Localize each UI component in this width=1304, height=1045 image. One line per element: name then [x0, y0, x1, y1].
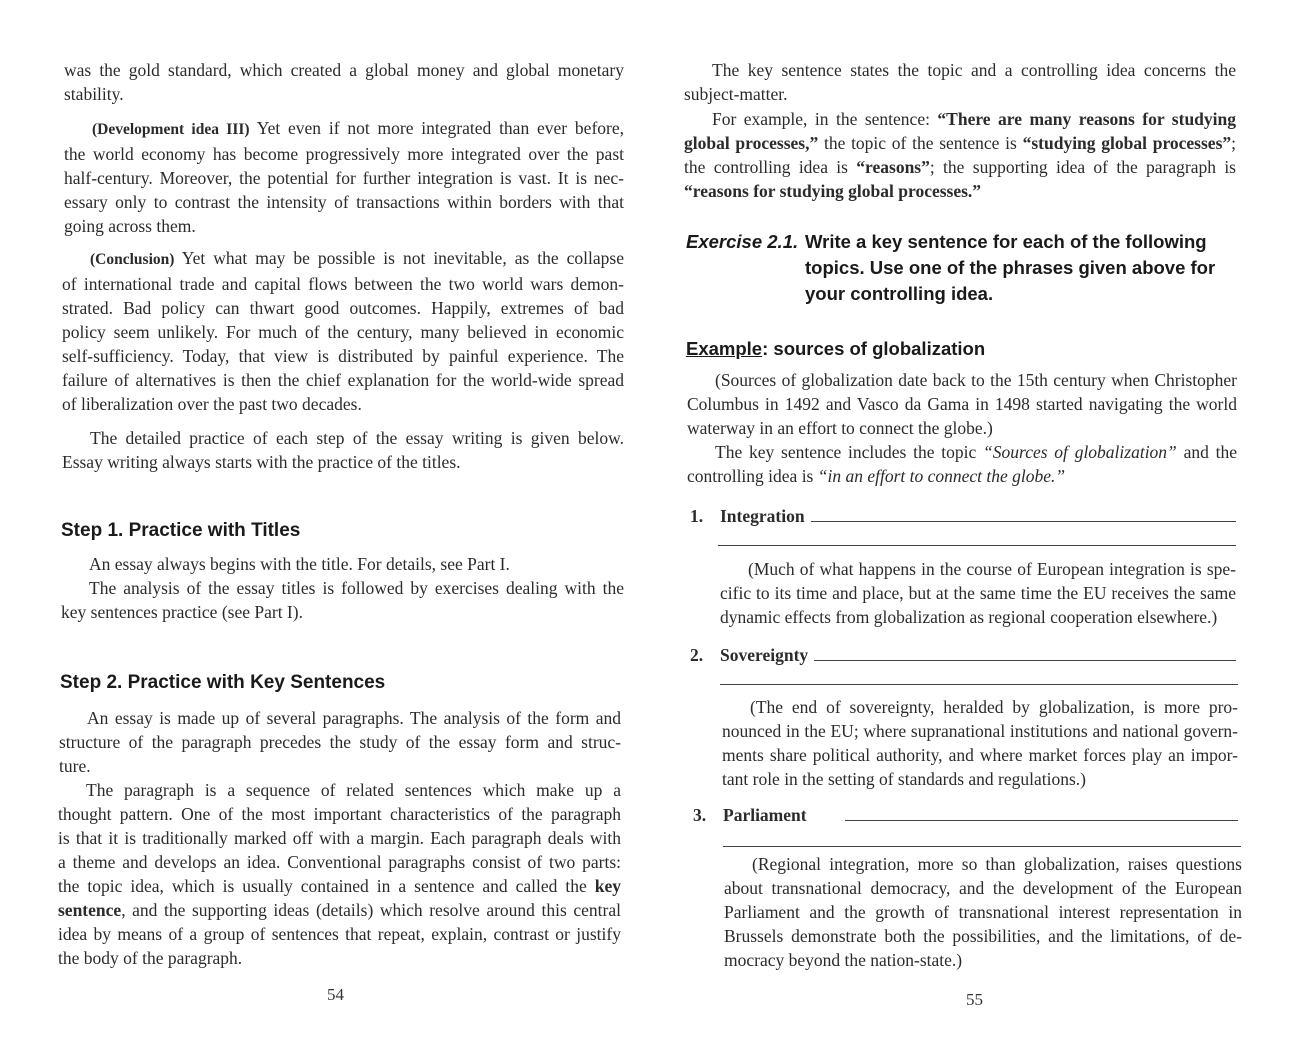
- paragraph-step1: [61, 552, 624, 624]
- page-number: 55: [966, 990, 983, 1009]
- item-topic: Parliament: [723, 805, 807, 825]
- key-term: key: [594, 876, 621, 896]
- answer-line[interactable]: [720, 684, 1238, 685]
- example-paragraph: (Sources of globalization date back to the 15th century when Christopher Columbus in 1492 and Vasco da Gama in 1498 started navigating the world waterway in an effort to connect the globe.) The key sentence includes the topic “Sources of globalization” and the controlling idea is “in an effort to connect the globe.”: [687, 370, 1237, 486]
- item-text: (Much of what happens in the course of European integration is spe- cific to its time and place, but at the same time the EU receives the same dynamic effects from globalization as regional cooperation elsewhere.): [720, 559, 1236, 627]
- text-line: Columbus in 1492 and Vasco da Gama in 1498 started navigating the world: [687, 394, 1237, 414]
- step2-heading: Step 2. Practice with Key Sentences: [60, 672, 386, 693]
- text-line: The key sentence states the topic and a controlling idea concerns the: [712, 60, 1236, 80]
- text-line: Essay writing always starts with the practice of the titles.: [62, 452, 461, 472]
- text-line: structure of the paragraph precedes the study of the essay form and struc-: [59, 732, 621, 752]
- exercise-block: [686, 229, 1246, 307]
- text-line: self-sufficiency. Today, that view is distributed by painful experience. The: [62, 346, 624, 366]
- text-line: a theme and develops an idea. Conventional paragraphs consist of two parts:: [58, 852, 621, 872]
- text-line: subject-matter.: [684, 84, 788, 104]
- paragraph-intro: [64, 58, 624, 106]
- item-topic: Sovereignty: [720, 645, 809, 665]
- text-line: policy seem unlikely. For much of the century, many believed in economic: [62, 322, 624, 342]
- paragraph-step2-form: [59, 706, 621, 778]
- item-topic: Integration: [720, 506, 805, 526]
- text-line: of international trade and capital flows between the two world wars demon-: [62, 274, 624, 294]
- text-line: the world economy has become progressively more integrated over the past: [64, 144, 624, 164]
- paragraph-label: (Conclusion): [90, 251, 175, 268]
- text-line: the body of the paragraph.: [58, 948, 243, 968]
- text-line: stability.: [64, 84, 124, 104]
- text-line: was the gold standard, which created a global money and global monetary: [64, 60, 624, 80]
- key-term: sentence: [58, 900, 122, 920]
- text-line: of liberalization over the past two decades.: [62, 394, 362, 414]
- text-line: The detailed practice of each step of the essay writing is given below.: [90, 428, 624, 448]
- example-heading: Example: sources of globalization: [686, 338, 986, 359]
- paragraph-development-idea: (Development idea III) Yet even if not more integrated than ever before, the world economy has become progressively more integrated over the past half-century. Moreover, the potential for further integration is vast. It is nec- essary only to contrast the intensity of transactions within borders with that going across them.: [64, 118, 624, 236]
- paragraph-key-sentence: [684, 58, 1236, 106]
- page-number: 54: [327, 985, 344, 1004]
- paragraph-label: (Development idea III): [92, 121, 250, 138]
- right-page: [652, 0, 1304, 1045]
- text-line: failure of alternatives is then the chief explanation for the world-wide spread: [62, 370, 624, 390]
- text-line: ture.: [59, 756, 91, 776]
- answer-line[interactable]: [723, 846, 1241, 847]
- item-text: (The end of sovereignty, heralded by globalization, is more pro- nounced in the EU; where supranational institutions and national govern- ments share political authority, and where market forces play an impor- tant role in the setting of standards and regulations.): [722, 697, 1238, 789]
- text-line: The paragraph is a sequence of related sentences which make up a: [86, 780, 621, 800]
- exercise-label: Exercise 2.1.: [686, 231, 799, 252]
- exercise-instruction-line: Write a key sentence for each of the following: [805, 231, 1207, 252]
- exercise-item-sovereignty: 2. Sovereignty: [690, 645, 1236, 666]
- text-line: thought pattern. One of the most important characteristics of the paragraph: [58, 804, 621, 824]
- exercise-instruction-line: topics. Use one of the phrases given above for: [805, 257, 1216, 278]
- paragraph-detailed-practice: [62, 426, 624, 474]
- text-line: An essay is made up of several paragraphs. The analysis of the form and: [87, 708, 621, 728]
- exercise-instruction-line: your controlling idea.: [805, 283, 994, 304]
- text-line: strated. Bad policy can thwart good outcomes. Happily, extremes of bad: [62, 298, 624, 318]
- answer-line[interactable]: [718, 545, 1236, 546]
- text-line: half-century. Moreover, the potential for further integration is vast. It is nec-: [64, 168, 624, 188]
- paragraph-step2-definition: The paragraph is a sequence of related sentences which make up a thought pattern. One of the most important characteristics of the paragraph is that it is traditionally marked off with a margin. Each paragraph deals with a theme and develops an idea. Conventional paragraphs consist of two parts: the topic idea, which is usually contained in a sentence and called the key sentence, and the supporting ideas (details) which resolve around this central idea by means of a group of sentences that repeat, explain, contrast or justify the body of the paragraph.: [58, 780, 621, 968]
- text-line: An essay always begins with the title. For details, see Part I.: [89, 554, 510, 574]
- item-text: (Regional integration, more so than globalization, raises questions about transnational democracy, and the development of the European Parliament and the growth of transnational interest representation in Brussels demonstrate both the possibilities, and the limitations, of de- mocracy beyond the nation-state.): [724, 854, 1242, 970]
- paragraph-example: For example, in the sentence: “There are many reasons for studying global processes,” the topic of the sentence is “studying global processes”; the controlling idea is “reasons”; the supporting idea of the paragraph is “reasons for studying global processes.”: [684, 109, 1236, 201]
- exercise-item-parliament: 3. Parliament: [693, 805, 1238, 826]
- answer-line[interactable]: [814, 660, 1236, 661]
- text-line: (Sources of globalization date back to the 15th century when Christopher: [715, 370, 1237, 390]
- text-line: idea by means of a group of sentences that repeat, explain, contrast or justify: [58, 924, 621, 944]
- paragraph-conclusion: (Conclusion) Yet what may be possible is not inevitable, as the collapse of international trade and capital flows between the two world wars demon- strated. Bad policy can thwart good outcomes. Happily, extremes of bad policy seem unlikely. For much of the century, many believed in economic self-sufficiency. Today, that view is distributed by painful experience. The failure of alternatives is then the chief explanation for the world-wide spread of liberalization over the past two decades.: [62, 248, 624, 414]
- text-line: key sentences practice (see Part I).: [61, 602, 303, 622]
- answer-line[interactable]: [811, 521, 1236, 522]
- exercise-item-integration: 1. Integration: [690, 506, 1236, 527]
- text-line: The analysis of the essay titles is followed by exercises dealing with the: [89, 578, 624, 598]
- text-line: waterway in an effort to connect the globe.): [687, 418, 993, 438]
- text-line: essary only to contrast the intensity of transactions within borders with that: [64, 192, 624, 212]
- step1-heading: Step 1. Practice with Titles: [61, 520, 301, 541]
- text-line: is that it is traditionally marked off with a margin. Each paragraph deals with: [58, 828, 621, 848]
- answer-line[interactable]: [845, 820, 1238, 821]
- text-line: going across them.: [64, 216, 196, 236]
